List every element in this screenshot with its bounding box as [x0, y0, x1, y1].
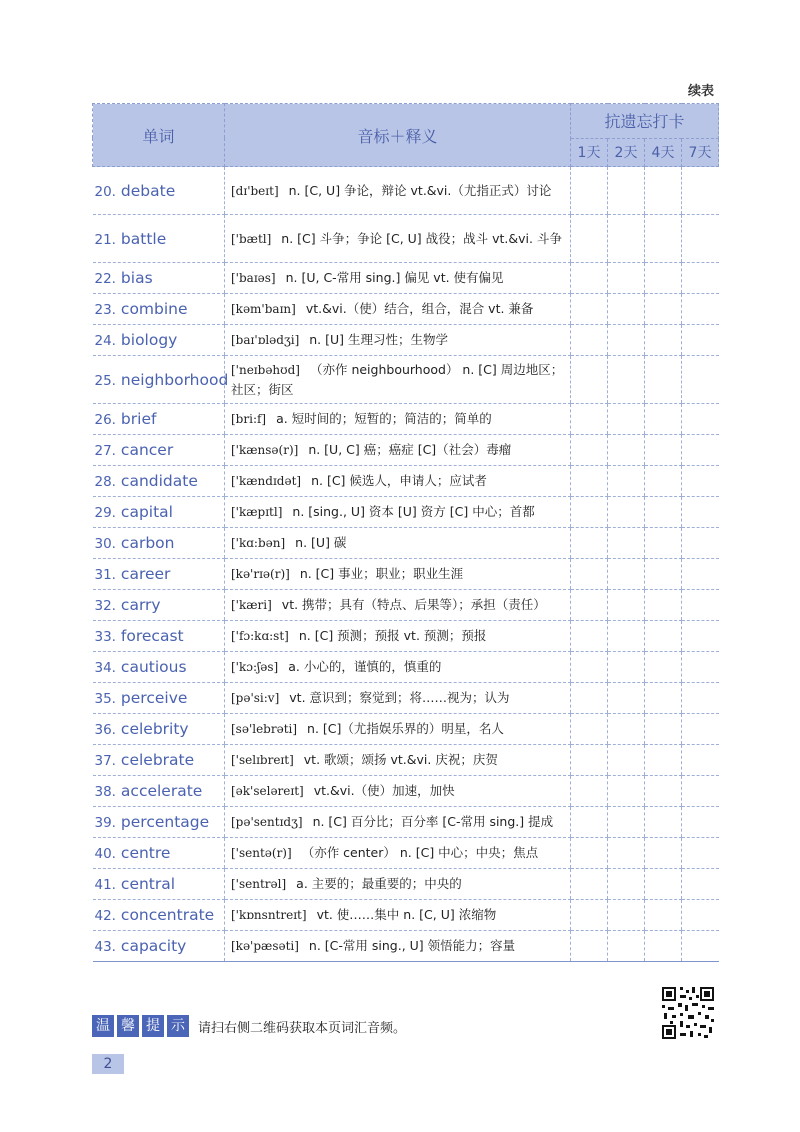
definition: n. [U] 生理习性；生物学: [309, 332, 448, 347]
definition-cell: [225, 776, 571, 807]
checkin-day-2[interactable]: [608, 869, 645, 900]
checkin-day-2[interactable]: [608, 215, 645, 263]
checkin-day-4[interactable]: [645, 404, 682, 435]
table-row: [93, 559, 719, 590]
checkin-day-7[interactable]: [682, 497, 719, 528]
entry-number: 21.: [94, 231, 116, 248]
phonetic: ['sentə(r)]: [231, 846, 292, 860]
entry-number: 37.: [94, 753, 116, 769]
checkin-day-2[interactable]: [608, 931, 645, 962]
definition: vt. 意识到；察觉到；将……视为；认为: [289, 690, 510, 705]
definition: n. [U, C] 癌；癌症 [C]（社会）毒瘤: [308, 442, 512, 457]
checkin-day-2[interactable]: [608, 466, 645, 497]
checkin-day-2[interactable]: [608, 683, 645, 714]
checkin-day-2[interactable]: [608, 745, 645, 776]
phonetic: ['kænsə(r)]: [231, 443, 299, 457]
word-cell: [93, 435, 225, 466]
entry-word: perceive: [120, 689, 188, 707]
checkin-day-7[interactable]: [682, 215, 719, 263]
entry-word: carry: [120, 596, 161, 614]
word-cell: [93, 325, 225, 356]
definition-cell: [225, 559, 571, 590]
header-word: 单词: [93, 104, 225, 167]
entry-word: biology: [120, 331, 178, 349]
word-cell: [93, 776, 225, 807]
checkin-day-4[interactable]: [645, 807, 682, 838]
definition-cell: [225, 215, 571, 263]
table-row: [93, 652, 719, 683]
checkin-day-2[interactable]: [608, 435, 645, 466]
phonetic: [baɪ'ɒlədʒi]: [231, 333, 300, 347]
phonetic: [pə'sentɪdʒ]: [231, 815, 303, 829]
phonetic: ['sentrəl]: [231, 877, 287, 891]
checkin-day-2[interactable]: [608, 714, 645, 745]
checkin-day-4[interactable]: [645, 466, 682, 497]
entry-number: 35.: [94, 691, 116, 707]
checkin-day-4[interactable]: [645, 652, 682, 683]
checkin-day-4[interactable]: [645, 294, 682, 325]
checkin-day-7[interactable]: [682, 745, 719, 776]
checkin-day-1[interactable]: [571, 404, 608, 435]
definition: n. [C] 事业；职业；职业生涯: [299, 566, 464, 581]
table-row: [93, 215, 719, 263]
definition: a. 小心的，谨慎的，慎重的: [288, 659, 442, 674]
tip-char: 馨: [117, 1015, 139, 1037]
phonetic: ['kɒnsntreɪt]: [231, 908, 307, 922]
definition-cell: [225, 683, 571, 714]
entry-word: celebrate: [120, 751, 195, 769]
entry-word: central: [120, 875, 176, 893]
phonetic: ['bætl]: [231, 231, 272, 246]
continued-label: 续表: [687, 84, 714, 99]
entry-number: 26.: [94, 412, 116, 428]
definition: vt. 使……集中 n. [C, U] 浓缩物: [316, 907, 497, 922]
entry-number: 20.: [94, 183, 116, 200]
checkin-day-2[interactable]: [608, 652, 645, 683]
checkin-day-7[interactable]: [682, 435, 719, 466]
entry-word: candidate: [120, 472, 198, 490]
entry-word: forecast: [120, 627, 184, 645]
checkin-day-1[interactable]: [571, 869, 608, 900]
checkin-day-1[interactable]: [571, 776, 608, 807]
entry-word: celebrity: [120, 720, 189, 738]
checkin-day-7[interactable]: [682, 294, 719, 325]
checkin-day-7[interactable]: [682, 776, 719, 807]
checkin-day-4[interactable]: [645, 167, 682, 215]
definition-cell: [225, 435, 571, 466]
checkin-day-4[interactable]: [645, 869, 682, 900]
definition-cell: [225, 263, 571, 294]
definition: n. [C] 百分比；百分率 [C-常用 sing.] 提成: [312, 814, 554, 829]
checkin-day-2[interactable]: [608, 497, 645, 528]
table-row: [93, 683, 719, 714]
checkin-day-7[interactable]: [682, 263, 719, 294]
definition: vt.&vi.（使）加速，加快: [313, 783, 455, 798]
phonetic: [kəm'baɪn]: [231, 302, 296, 316]
definition-cell: [225, 807, 571, 838]
checkin-day-4[interactable]: [645, 497, 682, 528]
checkin-day-1[interactable]: [571, 466, 608, 497]
checkin-day-1[interactable]: [571, 356, 608, 404]
entry-word: carbon: [120, 534, 175, 552]
checkin-day-1[interactable]: [571, 294, 608, 325]
checkin-day-4[interactable]: [645, 263, 682, 294]
word-cell: [93, 497, 225, 528]
table-row: [93, 528, 719, 559]
header-day-7: 7天: [682, 138, 719, 166]
word-cell: [93, 869, 225, 900]
entry-word: cancer: [120, 441, 174, 459]
entry-number: 38.: [94, 784, 116, 800]
checkin-day-1[interactable]: [571, 931, 608, 962]
word-cell: [93, 714, 225, 745]
table-row: [93, 356, 719, 404]
checkin-day-4[interactable]: [645, 683, 682, 714]
checkin-day-4[interactable]: [645, 356, 682, 404]
checkin-day-4[interactable]: [645, 559, 682, 590]
definition: vt. 携带；具有（特点、后果等）；承担（责任）: [281, 597, 546, 612]
table-row: [93, 435, 719, 466]
checkin-day-2[interactable]: [608, 294, 645, 325]
checkin-day-7[interactable]: [682, 621, 719, 652]
checkin-day-7[interactable]: [682, 900, 719, 931]
header-definition: 音标＋释义: [225, 104, 571, 167]
entry-number: 39.: [94, 815, 116, 831]
definition: a. 主要的；最重要的；中央的: [296, 876, 462, 891]
table-row: [93, 294, 719, 325]
table-row: [93, 745, 719, 776]
definition-cell: [225, 356, 571, 404]
entry-number: 42.: [94, 908, 116, 924]
checkin-day-7[interactable]: [682, 356, 719, 404]
checkin-day-2[interactable]: [608, 263, 645, 294]
checkin-day-1[interactable]: [571, 900, 608, 931]
checkin-day-1[interactable]: [571, 325, 608, 356]
checkin-day-7[interactable]: [682, 404, 719, 435]
checkin-day-1[interactable]: [571, 435, 608, 466]
checkin-day-1[interactable]: [571, 590, 608, 621]
vocabulary-table: [92, 103, 719, 962]
phonetic: ['fɔ:kɑ:st]: [231, 629, 289, 643]
checkin-day-7[interactable]: [682, 466, 719, 497]
definition-cell: [225, 838, 571, 869]
definition-cell: [225, 900, 571, 931]
checkin-day-1[interactable]: [571, 807, 608, 838]
entry-word: cautious: [120, 658, 187, 676]
checkin-day-1[interactable]: [571, 714, 608, 745]
header-day-4: 4天: [645, 138, 682, 166]
checkin-day-7[interactable]: [682, 167, 719, 215]
definition-cell: [225, 652, 571, 683]
entry-word: battle: [120, 229, 167, 248]
table-row: [93, 590, 719, 621]
definition-cell: [225, 404, 571, 435]
phonetic: ['neɪbəhʊd]: [231, 363, 300, 377]
entry-number: 24.: [94, 333, 116, 349]
checkin-day-7[interactable]: [682, 528, 719, 559]
header-day-2: 2天: [608, 138, 645, 166]
entry-number: 31.: [94, 567, 116, 583]
definition-cell: [225, 745, 571, 776]
definition: n. [sing., U] 资本 [U] 资方 [C] 中心；首都: [292, 504, 535, 519]
definition-cell: [225, 621, 571, 652]
definition: n. [C] 斗争；争论 [C, U] 战役；战斗 vt.&vi. 斗争: [281, 230, 562, 246]
table-row: [93, 807, 719, 838]
definition: （亦作 neighbourhood） n. [C] 周边地区；社区；街区: [231, 362, 564, 397]
tip-banner: [92, 1015, 406, 1037]
entry-number: 27.: [94, 443, 116, 459]
header-review: 抗遗忘打卡: [571, 104, 719, 139]
phonetic: [kə'pæsəti]: [231, 939, 299, 953]
checkin-day-7[interactable]: [682, 869, 719, 900]
phonetic: [ək'seləreɪt]: [231, 784, 304, 798]
checkin-day-4[interactable]: [645, 621, 682, 652]
word-cell: [93, 838, 225, 869]
checkin-day-4[interactable]: [645, 435, 682, 466]
definition-cell: [225, 466, 571, 497]
checkin-day-2[interactable]: [608, 900, 645, 931]
definition: n. [C]（尤指娱乐界的）明星，名人: [307, 721, 504, 736]
definition: n. [C] 预测；预报 vt. 预测；预报: [298, 628, 487, 643]
checkin-day-2[interactable]: [608, 356, 645, 404]
checkin-day-7[interactable]: [682, 838, 719, 869]
table-row: [93, 263, 719, 294]
word-cell: [93, 559, 225, 590]
checkin-day-7[interactable]: [682, 325, 719, 356]
checkin-day-7[interactable]: [682, 683, 719, 714]
entry-word: debate: [120, 181, 176, 200]
table-row: [93, 931, 719, 962]
word-cell: [93, 683, 225, 714]
entry-number: 43.: [94, 939, 116, 955]
checkin-day-1[interactable]: [571, 621, 608, 652]
word-cell: [93, 745, 225, 776]
definition: n. [C, U] 争论，辩论 vt.&vi.（尤指正式）讨论: [288, 182, 552, 198]
checkin-day-2[interactable]: [608, 528, 645, 559]
word-cell: [93, 294, 225, 325]
tip-char: 示: [167, 1015, 189, 1037]
entry-word: neighborhood: [120, 370, 229, 389]
word-cell: [93, 621, 225, 652]
entry-number: 32.: [94, 598, 116, 614]
definition-cell: [225, 931, 571, 962]
phonetic: [bri:f]: [231, 412, 267, 426]
checkin-day-2[interactable]: [608, 838, 645, 869]
word-cell: [93, 528, 225, 559]
checkin-day-4[interactable]: [645, 838, 682, 869]
tip-char: 温: [92, 1015, 114, 1037]
entry-word: combine: [120, 300, 188, 318]
definition-cell: [225, 167, 571, 215]
phonetic: ['selɪbreɪt]: [231, 753, 294, 767]
definition-cell: [225, 325, 571, 356]
entry-word: career: [120, 565, 171, 583]
checkin-day-2[interactable]: [608, 621, 645, 652]
checkin-day-1[interactable]: [571, 263, 608, 294]
checkin-day-1[interactable]: [571, 745, 608, 776]
definition: n. [U] 碳: [295, 535, 347, 550]
tip-char: 提: [142, 1015, 164, 1037]
phonetic: ['kæri]: [231, 598, 272, 612]
table-row: [93, 869, 719, 900]
entry-word: concentrate: [120, 906, 215, 924]
word-cell: [93, 466, 225, 497]
definition-cell: [225, 869, 571, 900]
tip-text: 请扫右侧二维码获取本页词汇音频。: [198, 1020, 407, 1036]
entry-word: capacity: [120, 937, 187, 955]
checkin-day-2[interactable]: [608, 404, 645, 435]
definition: n. [U, C-常用 sing.] 偏见 vt. 使有偏见: [285, 270, 504, 285]
definition-cell: [225, 497, 571, 528]
checkin-day-1[interactable]: [571, 559, 608, 590]
phonetic: [sə'lebrəti]: [231, 722, 298, 736]
entry-number: 22.: [94, 271, 116, 287]
entry-word: percentage: [120, 813, 210, 831]
entry-word: brief: [120, 410, 157, 428]
checkin-day-7[interactable]: [682, 652, 719, 683]
table-row: [93, 404, 719, 435]
entry-number: 30.: [94, 536, 116, 552]
definition-cell: [225, 590, 571, 621]
table-row: [93, 776, 719, 807]
entry-number: 41.: [94, 877, 116, 893]
checkin-day-2[interactable]: [608, 807, 645, 838]
entry-word: bias: [120, 269, 153, 287]
qr-code-icon[interactable]: [660, 985, 716, 1041]
entry-word: centre: [120, 844, 171, 862]
table-row: [93, 714, 719, 745]
checkin-day-2[interactable]: [608, 559, 645, 590]
word-cell: [93, 652, 225, 683]
definition: a. 短时间的；短暂的；简洁的；简单的: [276, 411, 492, 426]
checkin-day-1[interactable]: [571, 838, 608, 869]
entry-number: 40.: [94, 846, 116, 862]
table-row: [93, 466, 719, 497]
phonetic: ['kæpɪtl]: [231, 505, 283, 519]
table-row: [93, 900, 719, 931]
checkin-day-7[interactable]: [682, 931, 719, 962]
entry-number: 34.: [94, 660, 116, 676]
word-cell: [93, 263, 225, 294]
definition: vt. 歌颂；颂扬 vt.&vi. 庆祝；庆贺: [303, 752, 498, 767]
checkin-day-4[interactable]: [645, 776, 682, 807]
word-cell: [93, 590, 225, 621]
entry-number: 29.: [94, 505, 116, 521]
definition: （亦作 center） n. [C] 中心；中央；焦点: [301, 845, 539, 860]
entry-number: 25.: [94, 372, 116, 389]
checkin-day-1[interactable]: [571, 167, 608, 215]
phonetic: [dɪ'beɪt]: [231, 183, 279, 198]
checkin-day-7[interactable]: [682, 559, 719, 590]
phonetic: ['baɪəs]: [231, 271, 276, 285]
word-cell: [93, 356, 229, 404]
checkin-day-1[interactable]: [571, 683, 608, 714]
table-row: [93, 838, 719, 869]
word-cell: [93, 807, 225, 838]
entry-word: capital: [120, 503, 173, 521]
definition-cell: [225, 714, 571, 745]
checkin-day-4[interactable]: [645, 714, 682, 745]
checkin-day-1[interactable]: [571, 652, 608, 683]
checkin-day-4[interactable]: [645, 215, 682, 263]
entry-number: 28.: [94, 474, 116, 490]
phonetic: ['kɑ:bən]: [231, 536, 286, 550]
table-row: [93, 621, 719, 652]
definition-cell: [225, 528, 571, 559]
checkin-day-4[interactable]: [645, 931, 682, 962]
checkin-day-2[interactable]: [608, 325, 645, 356]
definition: n. [C-常用 sing., U] 领悟能力；容量: [308, 938, 516, 953]
table-row: [93, 497, 719, 528]
checkin-day-7[interactable]: [682, 714, 719, 745]
definition: n. [C] 候选人，申请人；应试者: [311, 473, 487, 488]
checkin-day-4[interactable]: [645, 528, 682, 559]
entry-number: 23.: [94, 302, 116, 318]
table-row: [93, 325, 719, 356]
checkin-day-1[interactable]: [571, 215, 608, 263]
checkin-day-7[interactable]: [682, 590, 719, 621]
phonetic: [kə'rɪə(r)]: [231, 567, 290, 581]
checkin-day-7[interactable]: [682, 807, 719, 838]
phonetic: ['kɔ:ʃəs]: [231, 660, 279, 674]
definition: vt.&vi.（使）结合，组合，混合 vt. 兼备: [305, 301, 534, 316]
entry-number: 33.: [94, 629, 116, 645]
phonetic: ['kændɪdət]: [231, 474, 302, 488]
definition-cell: [225, 294, 571, 325]
checkin-day-4[interactable]: [645, 900, 682, 931]
checkin-day-1[interactable]: [571, 528, 608, 559]
page-number: 2: [92, 1054, 124, 1074]
checkin-day-2[interactable]: [608, 590, 645, 621]
checkin-day-1[interactable]: [571, 497, 608, 528]
word-cell: [93, 167, 225, 215]
word-cell: [93, 404, 225, 435]
phonetic: [pə'si:v]: [231, 691, 280, 705]
checkin-day-4[interactable]: [645, 590, 682, 621]
table-row: [93, 167, 719, 215]
entry-number: 36.: [94, 722, 116, 738]
checkin-day-2[interactable]: [608, 776, 645, 807]
word-cell: [93, 215, 225, 263]
word-cell: [93, 900, 225, 931]
entry-word: accelerate: [120, 782, 203, 800]
header-day-1: 1天: [571, 138, 608, 166]
checkin-day-4[interactable]: [645, 325, 682, 356]
word-cell: [93, 931, 225, 962]
checkin-day-4[interactable]: [645, 745, 682, 776]
checkin-day-2[interactable]: [608, 167, 645, 215]
